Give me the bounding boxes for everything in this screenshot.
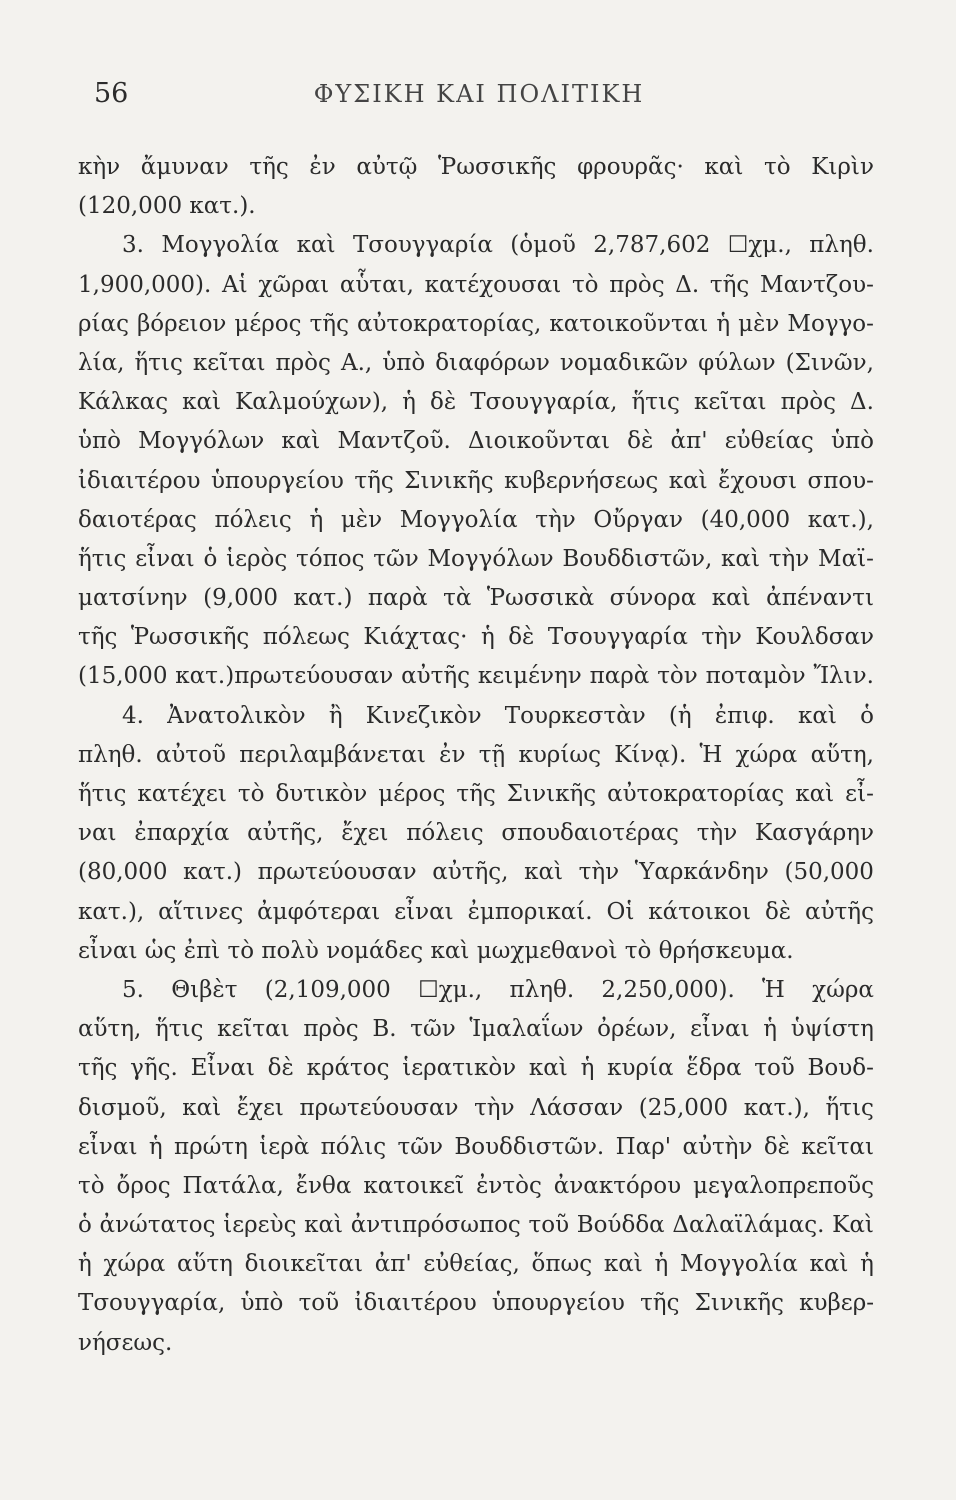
running-title: ΦΥΣΙΚΗ ΚΑΙ ΠΟΛΙΤΙΚΗ (313, 80, 645, 108)
text-line: (15,000 κατ.)πρωτεύουσαν αὐτῆς κειμένην παρὰ τὸν ποταμὸν Ἴλιν. (78, 663, 874, 690)
text-line: ματσίνην (9,000 κατ.) παρὰ τὰ Ῥωσσικὰ σύνορα καὶ ἀπέναντι (78, 585, 874, 612)
text-line: δαιοτέρας πόλεις ἡ μὲν Μογγολία τὴν Οὔργαν (40,000 κατ.), (78, 506, 874, 533)
text-line: ναι ἐπαρχία αὐτῆς, ἔχει πόλεις σπουδαιοτέρας τὴν Κασγάρην (78, 820, 874, 847)
text-line: κὴν ἄμυναν τῆς ἐν αὐτῷ Ῥωσσικῆς φρουρᾶς· καὶ τὸ Κιρὶν (78, 154, 874, 180)
page-header (94, 78, 864, 118)
text-line: εἶναι ἡ πρώτη ἱερὰ πόλις τῶν Βουδδιστῶν. Παρ' αὐτὴν δὲ κεῖται (78, 1133, 874, 1160)
text-line: ρίας βόρειον μέρος τῆς αὐτοκρατορίας, κατοικοῦνται ἡ μὲν Μογγο- (78, 310, 874, 337)
text-line: Τσουγγαρία, ὑπὸ τοῦ ἰδιαιτέρου ὑπουργείου τῆς Σινικῆς κυβερ- (78, 1290, 874, 1317)
page-number: 56 (94, 78, 129, 109)
text-line: Κάλκας καὶ Καλμούχων), ἡ δὲ Τσουγγαρία, ἥτις κεῖται πρὸς Δ. (78, 389, 874, 416)
text-line: 1,900,000). Αἱ χῶραι αὗται, κατέχουσαι τὸ πρὸς Δ. τῆς Μαντζου- (78, 271, 874, 298)
text-line: τῆς Ῥωσσικῆς πόλεως Κιάχτας· ἡ δὲ Τσουγγαρία τὴν Κουλδσαν (78, 624, 874, 651)
text-line: τῆς γῆς. Εἶναι δὲ κράτος ἱερατικὸν καὶ ἡ κυρία ἕδρα τοῦ Βουδ- (78, 1055, 874, 1082)
text-line: ἥτις εἶναι ὁ ἱερὸς τόπος τῶν Μογγόλων Βουδδιστῶν, καὶ τὴν Μαϊ- (78, 545, 874, 572)
text-line: ὑπὸ Μογγόλων καὶ Μαντζοῦ. Διοικοῦνται δὲ ἀπ' εὐθείας ὑπὸ (78, 428, 874, 455)
text-line: εἶναι ὡς ἐπὶ τὸ πολὺ νομάδες καὶ μωχμεθανοὶ τὸ θρήσκευμα. (78, 937, 794, 964)
text-line: ἰδιαιτέρου ὑπουργείου τῆς Σινικῆς κυβερνήσεως καὶ ἔχουσι σπου- (78, 467, 874, 494)
text-line: λία, ἥτις κεῖται πρὸς Α., ὑπὸ διαφόρων νομαδικῶν φύλων (Σινῶν, (78, 349, 874, 376)
text-line: τὸ ὄρος Πατάλα, ἔνθα κατοικεῖ ἐντὸς ἀνακτόρου μεγαλοπρεποῦς (78, 1172, 874, 1199)
text-line: 5. Θιβὲτ (2,109,000 ☐χμ., πληθ. 2,250,000). Ἡ χώρα (122, 976, 874, 1003)
text-line: αὕτη, ἥτις κεῖται πρὸς Β. τῶν Ἱμαλαΐων ὀρέων, εἶναι ἡ ὑψίστη (78, 1016, 874, 1043)
text-line: δισμοῦ, καὶ ἔχει πρωτεύουσαν τὴν Λάσσαν (25,000 κατ.), ἥτις (78, 1094, 874, 1121)
text-line: ἥτις κατέχει τὸ δυτικὸν μέρος τῆς Σινικῆς αὐτοκρατορίας καὶ εἶ- (78, 781, 874, 807)
text-line: 3. Μογγολία καὶ Τσουγγαρία (ὁμοῦ 2,787,602 ☐χμ., πληθ. (122, 232, 874, 259)
text-line: (120,000 κατ.). (78, 193, 256, 220)
text-line: πληθ. αὐτοῦ περιλαμβάνεται ἐν τῇ κυρίως Κίνᾳ). Ἡ χώρα αὕτη, (78, 741, 874, 768)
text-line: 4. Ἀνατολικὸν ἢ Κινεζικὸν Τουρκεστὰν (ἡ ἐπιφ. καὶ ὁ (122, 702, 874, 729)
body-text (78, 148, 874, 1363)
text-line: κατ.), αἵτινες ἀμφότεραι εἶναι ἐμπορικαί. Οἱ κάτοικοι δὲ αὐτῆς (78, 898, 874, 925)
text-line: νήσεως. (78, 1329, 173, 1356)
text-line: ὁ ἀνώτατος ἱερεὺς καὶ ἀντιπρόσωπος τοῦ Βούδδα Δαλαϊλάμας. Καὶ (78, 1212, 874, 1239)
text-line: (80,000 κατ.) πρωτεύουσαν αὐτῆς, καὶ τὴν Ὑαρκάνδην (50,000 (78, 859, 874, 886)
text-line: ἡ χώρα αὕτη διοικεῖται ἀπ' εὐθείας, ὅπως καὶ ἡ Μογγολία καὶ ἡ (78, 1251, 874, 1278)
